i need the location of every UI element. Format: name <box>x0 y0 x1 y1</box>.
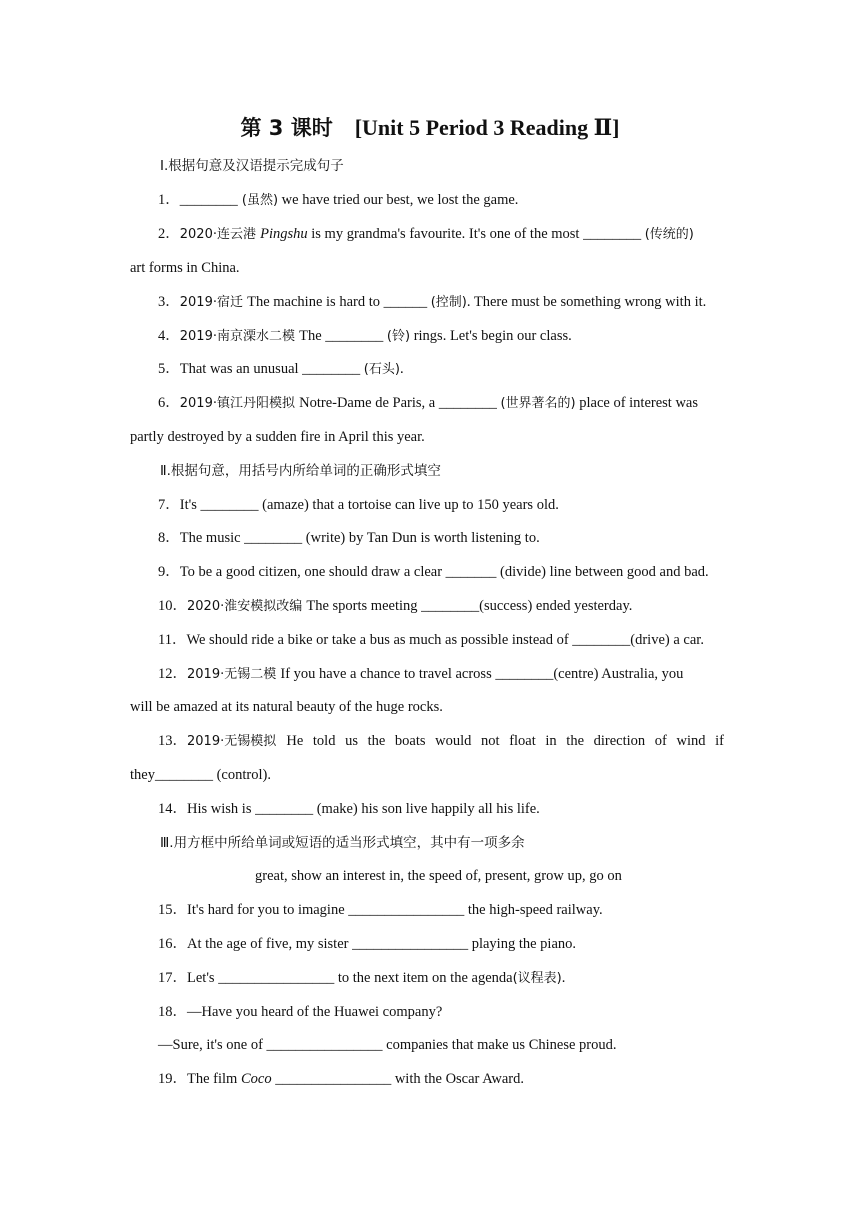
question-12-cont: will be amazed at its natural beauty of the huge rocks. <box>130 699 443 715</box>
question-7: 7．It's ________ (amaze) that a tortoise can live up to 150 years old. <box>158 497 559 513</box>
question-17: 17．Let's ________________ to the next item on the agenda(议程表). <box>158 970 566 986</box>
question-11: 11．We should ride a bike or take a bus as much as possible instead of ________(drive) a car. <box>158 632 704 648</box>
question-13: 13．2019·无锡模拟 He told us the boats would not float in the direction of wind if <box>158 733 724 749</box>
question-6: 6．2019·镇江丹阳模拟 Notre-Dame de Paris, a ________ (世界著名的) place of interest was <box>158 395 699 411</box>
section-1-heading: Ⅰ.根据句意及汉语提示完成句子 <box>160 158 344 174</box>
question-8: 8．The music ________ (write) by Tan Dun is worth listening to. <box>158 530 540 546</box>
question-2: 2．2020·连云港 Pingshu is my grandma's favourite. It's one of the most ________ (传统的) <box>158 226 694 242</box>
section-3-heading: Ⅲ.用方框中所给单词或短语的适当形式填空，其中有一项多余 <box>160 835 525 851</box>
section-2-heading: Ⅱ.根据句意，用括号内所给单词的正确形式填空 <box>160 463 441 479</box>
question-4: 4．2019·南京溧水二模 The ________ (铃) rings. Let's begin our class. <box>158 328 572 344</box>
question-1: 1．________ (虽然) we have tried our best, we lost the game. <box>158 192 519 208</box>
question-14: 14．His wish is ________ (make) his son live happily all his life. <box>158 801 540 817</box>
question-12: 12．2019·无锡二模 If you have a chance to travel across ________(centre) Australia, you <box>158 666 684 682</box>
title-cn: 第 3 课时 <box>240 116 333 140</box>
question-18: 18．—Have you heard of the Huawei company? <box>158 1004 443 1020</box>
question-9: 9．To be a good citizen, one should draw a clear _______ (divide) line between good and bad. <box>158 564 709 580</box>
question-10: 10．2020·淮安模拟改编 The sports meeting ________(success) ended yesterday. <box>158 598 633 614</box>
question-5: 5．That was an unusual ________ (石头). <box>158 361 404 377</box>
word-bank: great, show an interest in, the speed of, present, grow up, go on <box>255 868 622 884</box>
question-18-answer: —Sure, it's one of ________________ companies that make us Chinese proud. <box>158 1037 617 1053</box>
question-2-cont: art forms in China. <box>130 260 240 276</box>
question-13-cont: they________ (control). <box>130 767 271 783</box>
page-title <box>0 112 860 142</box>
question-19: 19．The film Coco ________________ with the Oscar Award. <box>158 1071 524 1087</box>
title-en: [Unit 5 Period 3 Reading Ⅱ] <box>354 115 620 140</box>
question-15: 15．It's hard for you to imagine ________________ the high-speed railway. <box>158 902 603 918</box>
question-6-cont: partly destroyed by a sudden fire in April this year. <box>130 429 425 445</box>
question-16: 16．At the age of five, my sister ________________ playing the piano. <box>158 936 577 952</box>
question-3: 3．2019·宿迁 The machine is hard to ______ (控制). There must be something wrong with it. <box>158 294 707 310</box>
